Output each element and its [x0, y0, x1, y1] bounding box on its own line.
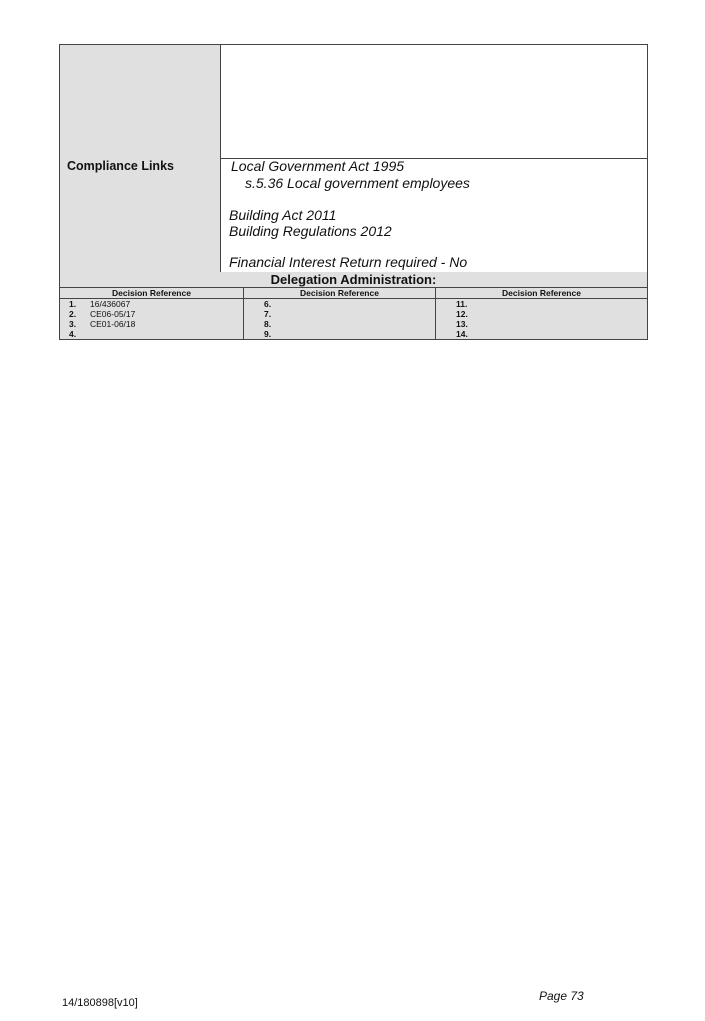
item-number: 12.	[456, 309, 468, 319]
item-number: 7.	[264, 309, 272, 319]
delegation-table	[59, 44, 648, 340]
compliance-line: Local Government Act 1995	[231, 158, 405, 174]
decision-item	[60, 299, 243, 309]
decision-item	[244, 329, 435, 339]
decision-item	[244, 319, 435, 329]
item-number: 8.	[264, 319, 272, 329]
decision-item	[436, 309, 647, 319]
decision-item	[436, 319, 647, 329]
item-value: 16/436067	[90, 299, 131, 309]
compliance-line: Building Act 2011	[229, 207, 337, 223]
delegation-admin-title: Delegation Administration:	[60, 272, 647, 288]
decision-item	[436, 329, 647, 339]
item-number: 6.	[264, 299, 272, 309]
empty-row	[60, 45, 647, 159]
empty-label-cell	[60, 45, 221, 158]
item-number: 11.	[456, 299, 468, 309]
item-value: CE01-06/18	[90, 319, 136, 329]
decision-item	[244, 299, 435, 309]
compliance-label-cell	[60, 158, 221, 272]
decision-item	[60, 319, 243, 329]
compliance-line: s.5.36 Local government employees	[245, 175, 470, 191]
decision-item	[244, 309, 435, 319]
decision-reference-grid	[60, 288, 647, 339]
decision-column	[244, 288, 436, 339]
item-number: 2.	[69, 309, 77, 319]
decision-reference-header: Decision Reference	[60, 288, 243, 299]
empty-content-cell	[221, 45, 647, 158]
page-number: Page 73	[539, 989, 584, 1003]
decision-reference-header: Decision Reference	[244, 288, 435, 299]
item-number: 9.	[264, 329, 272, 339]
decision-column	[60, 288, 244, 339]
item-number: 14.	[456, 329, 468, 339]
compliance-line: Financial Interest Return required - No	[229, 254, 468, 270]
item-number: 4.	[69, 329, 77, 339]
document-reference: 14/180898[v10]	[62, 997, 138, 1009]
decision-reference-header: Decision Reference	[436, 288, 647, 299]
item-number: 13.	[456, 319, 468, 329]
item-number: 1.	[69, 299, 77, 309]
item-number: 3.	[69, 319, 77, 329]
compliance-line: Building Regulations 2012	[229, 223, 392, 239]
decision-item	[60, 329, 243, 339]
compliance-label: Compliance Links	[67, 159, 174, 173]
decision-item	[60, 309, 243, 319]
item-value: CE06-05/17	[90, 309, 136, 319]
decision-column	[436, 288, 647, 339]
compliance-row	[60, 158, 647, 273]
compliance-content	[221, 158, 647, 272]
decision-item	[436, 299, 647, 309]
